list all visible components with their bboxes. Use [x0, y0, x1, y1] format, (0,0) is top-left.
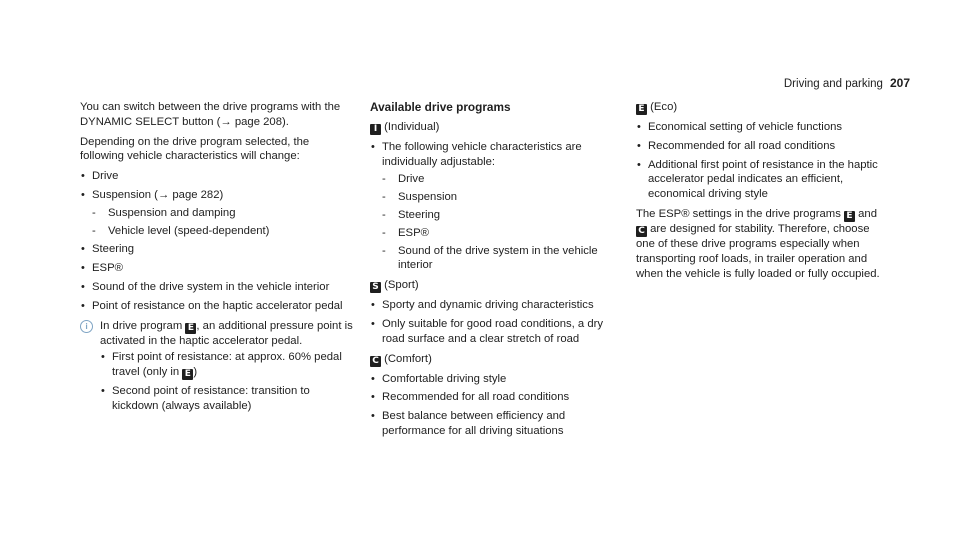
list-item: • Additional first point of resistance in the haptic accelerator pedal indicates an efficient, economical driving style	[636, 158, 886, 202]
page-link[interactable]: Suspension (→ page 282)	[92, 188, 224, 201]
program-heading-eco: E (Eco)	[636, 100, 886, 115]
program-heading-comfort: C (Comfort)	[370, 352, 620, 367]
sub-list-item: - Drive	[382, 172, 620, 187]
sub-list	[92, 206, 355, 239]
list-item: • Drive	[80, 169, 355, 184]
list-item: • Sound of the drive system in the vehicle interior	[80, 280, 355, 295]
sport-list	[370, 298, 620, 346]
eco-key-icon: E	[844, 211, 855, 222]
column-left	[80, 100, 355, 419]
section-heading: Available drive programs	[370, 100, 511, 114]
list-item: • The following vehicle characteristics are individually adjustable: - Drive - Suspension - Steering - ESP® - Sound of the drive system in the vehicle interior	[370, 140, 620, 273]
individual-key-icon: I	[370, 124, 381, 135]
list-item: • Point of resistance on the haptic accelerator pedal	[80, 299, 355, 314]
list-item: • Steering	[80, 242, 355, 257]
list-item: • Best balance between efficiency and performance for all driving situations	[370, 409, 620, 439]
eco-key-icon: E	[182, 369, 193, 380]
intro-paragraph-1: You can switch between the drive programs with the DYNAMIC SELECT button (→ page 208).	[80, 101, 341, 128]
list-item: • First point of resistance: at approx. 60% pedal travel (only in E )	[100, 350, 355, 380]
esp-paragraph: The ESP® settings in the drive programs E and C are designed for stability. Therefore, choose one of these drive programs especially when transporting roof loads, in trailer operation and when the vehicle is fully loaded or fully occupied.	[636, 207, 880, 280]
intro-paragraph-2: Depending on the drive program selected, the following vehicle characteristics will change:	[80, 135, 310, 163]
sub-list-item: - ESP®	[382, 226, 620, 241]
eco-key-icon: E	[636, 104, 647, 115]
page-number: 207	[889, 76, 910, 90]
sport-key-icon: S	[370, 282, 381, 293]
info-icon: i	[80, 320, 93, 333]
column-middle	[370, 100, 620, 444]
list-item: • Second point of resistance: transition to kickdown (always available)	[100, 384, 355, 414]
comfort-key-icon: C	[370, 356, 381, 367]
column-right	[636, 100, 886, 286]
list-item: • Only suitable for good road conditions, a dry road surface and a clear stretch of road	[370, 317, 620, 347]
characteristics-list	[80, 169, 355, 313]
list-item: • Recommended for all road conditions	[370, 390, 620, 405]
list-item	[80, 188, 355, 238]
page-header	[784, 76, 910, 90]
sub-list-item: - Suspension and damping	[92, 206, 355, 221]
note-sub-list	[100, 350, 355, 413]
list-item: • Recommended for all road conditions	[636, 139, 886, 154]
list-item: • ESP®	[80, 261, 355, 276]
sub-list-item: - Vehicle level (speed-dependent)	[92, 224, 355, 239]
sub-list-item: - Suspension	[382, 190, 620, 205]
sub-list-item: - Steering	[382, 208, 620, 223]
individual-list	[370, 140, 620, 273]
list-item: • Economical setting of vehicle functions	[636, 120, 886, 135]
eco-list	[636, 120, 886, 202]
list-item: • Comfortable driving style	[370, 372, 620, 387]
list-item: • Sporty and dynamic driving characteristics	[370, 298, 620, 313]
comfort-key-icon: C	[636, 226, 647, 237]
sub-list	[382, 172, 620, 273]
program-heading-individual: I (Individual)	[370, 120, 620, 135]
comfort-list	[370, 372, 620, 439]
info-note: i In drive program E , an additional pressure point is activated in the haptic accelerator pedal. • First point of resistance: at approx. 60% pedal travel (only in E ) • Second point of resistance: transition to kickdown (always available)	[80, 319, 355, 414]
section-title: Driving and parking	[783, 78, 883, 90]
eco-key-icon: E	[185, 323, 196, 334]
sub-list-item: - Sound of the drive system in the vehicle interior	[382, 244, 620, 274]
program-heading-sport: S (Sport)	[370, 278, 620, 293]
